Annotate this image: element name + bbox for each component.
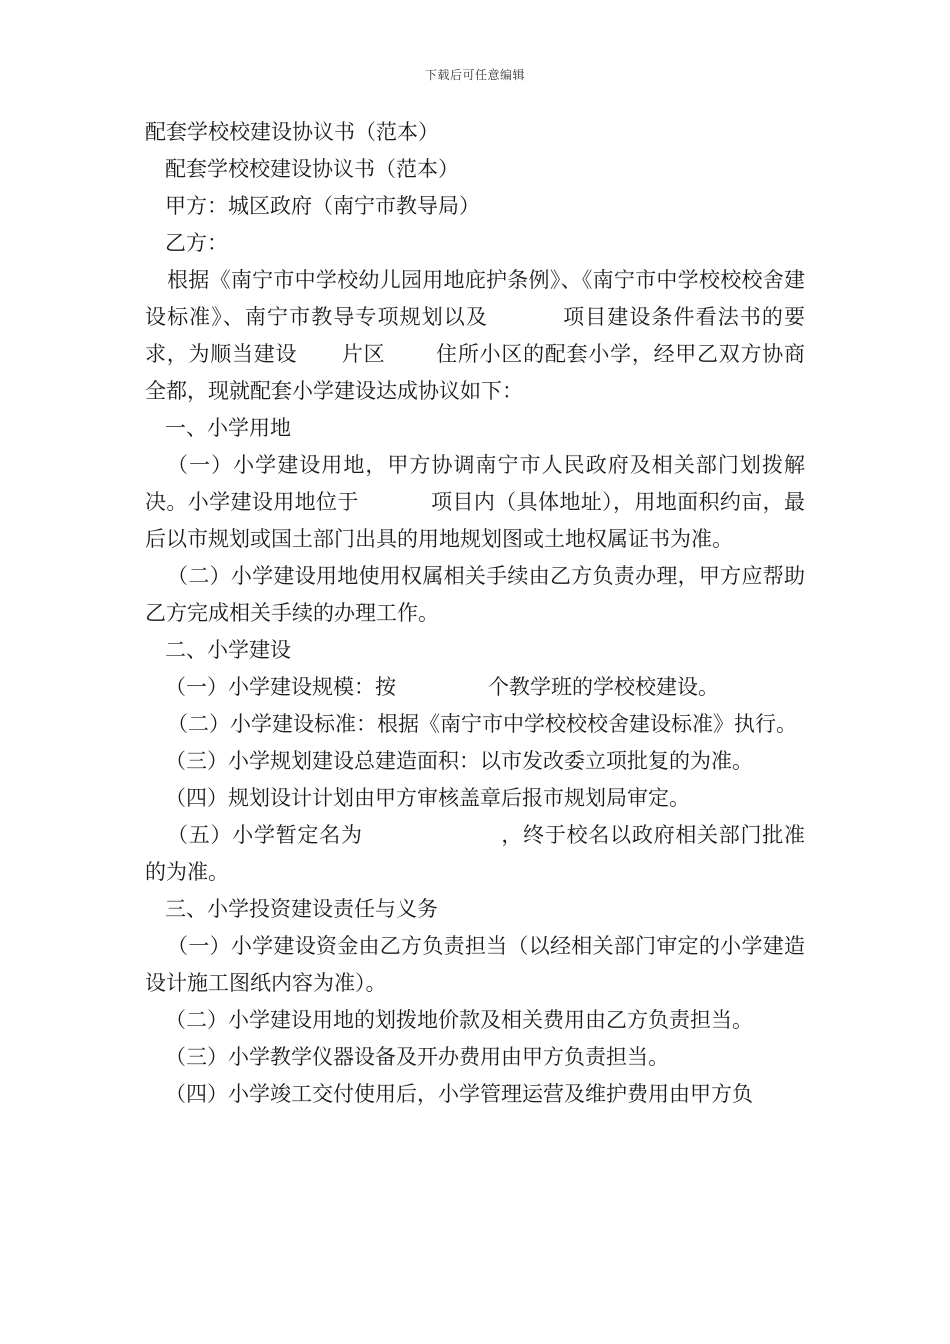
document-subtitle: 配套学校校建设协议书（范本） <box>165 157 459 181</box>
party-b: 乙方： <box>165 231 228 255</box>
section1-item1-part-b: 项目内（具体地址），用地面积约亩，最后以市规划或国土部门出具的用地规划图或土地权属证书为准。 <box>145 490 805 551</box>
intro-part3: 片区 <box>341 342 386 366</box>
document-body <box>145 114 805 1113</box>
section3-heading: 三、小学投资建设责任与义务 <box>165 897 438 921</box>
header-note: 下载后可任意编辑 <box>424 68 525 82</box>
section3-item1: （一）小学建设资金由乙方负责担当（以经相关部门审定的小学建造设计施工图纸内容为准）。 <box>145 934 805 995</box>
section2-item1 <box>145 669 805 706</box>
document-title: 配套学校校建设协议书（范本） <box>145 120 439 144</box>
section2-item4: （四）规划设计计划由甲方审核盖章后报市规划局审定。 <box>165 786 690 810</box>
intro-paragraph <box>145 262 805 410</box>
intro-part4: 住所小区的配套小学，经甲乙双方协商全都，现就配套小学建设达成协议如下： <box>145 342 806 403</box>
section1-item1 <box>145 447 805 558</box>
section2-item1-part-a: （一）小学建设规模：按 <box>165 675 396 699</box>
section2-item5 <box>145 817 805 891</box>
section2-item5-part-a: （五）小学暂定名为 <box>167 823 363 847</box>
section1-item1-part-a: （一）小学建设用地，甲方协调南宁市人民政府及相关部门划拨解决。小学建设用地位于 <box>145 453 805 514</box>
section3-item2: （二）小学建设用地的划拨地价款及相关费用由乙方负责担当。 <box>165 1008 753 1032</box>
section1-item2: （二）小学建设用地使用权属相关手续由乙方负责办理，甲方应帮助乙方完成相关手续的办理工作。 <box>145 564 805 625</box>
intro-part2: 项目建设条件看法书的要求，为顺当建设 <box>145 305 806 366</box>
section3-item4: （四）小学竣工交付使用后，小学管理运营及维护费用由甲方负 <box>165 1082 753 1106</box>
section2-heading: 二、小学建设 <box>165 638 291 662</box>
section2-item3: （三）小学规划建设总建造面积：以市发改委立项批复的为准。 <box>165 749 753 773</box>
party-a: 甲方：城区政府（南宁市教导局） <box>165 194 480 218</box>
section3-item3: （三）小学教学仪器设备及开办费用由甲方负责担当。 <box>165 1045 669 1069</box>
section2-item5-part-b: ，终于校名以政府相关部门批准的为准。 <box>145 823 806 884</box>
section2-item1-part-b: 个教学班的学校校建设。 <box>488 675 719 699</box>
intro-part1: 根据《南宁市中学校幼儿园用地庇护条例》、《南宁市中学校校校舍建设标准》、南宁市教导专项规划以及 <box>145 268 805 329</box>
section1-heading: 一、小学用地 <box>165 416 291 440</box>
section2-item2: （二）小学建设标准：根据《南宁市中学校校校舍建设标准》执行。 <box>167 712 798 736</box>
